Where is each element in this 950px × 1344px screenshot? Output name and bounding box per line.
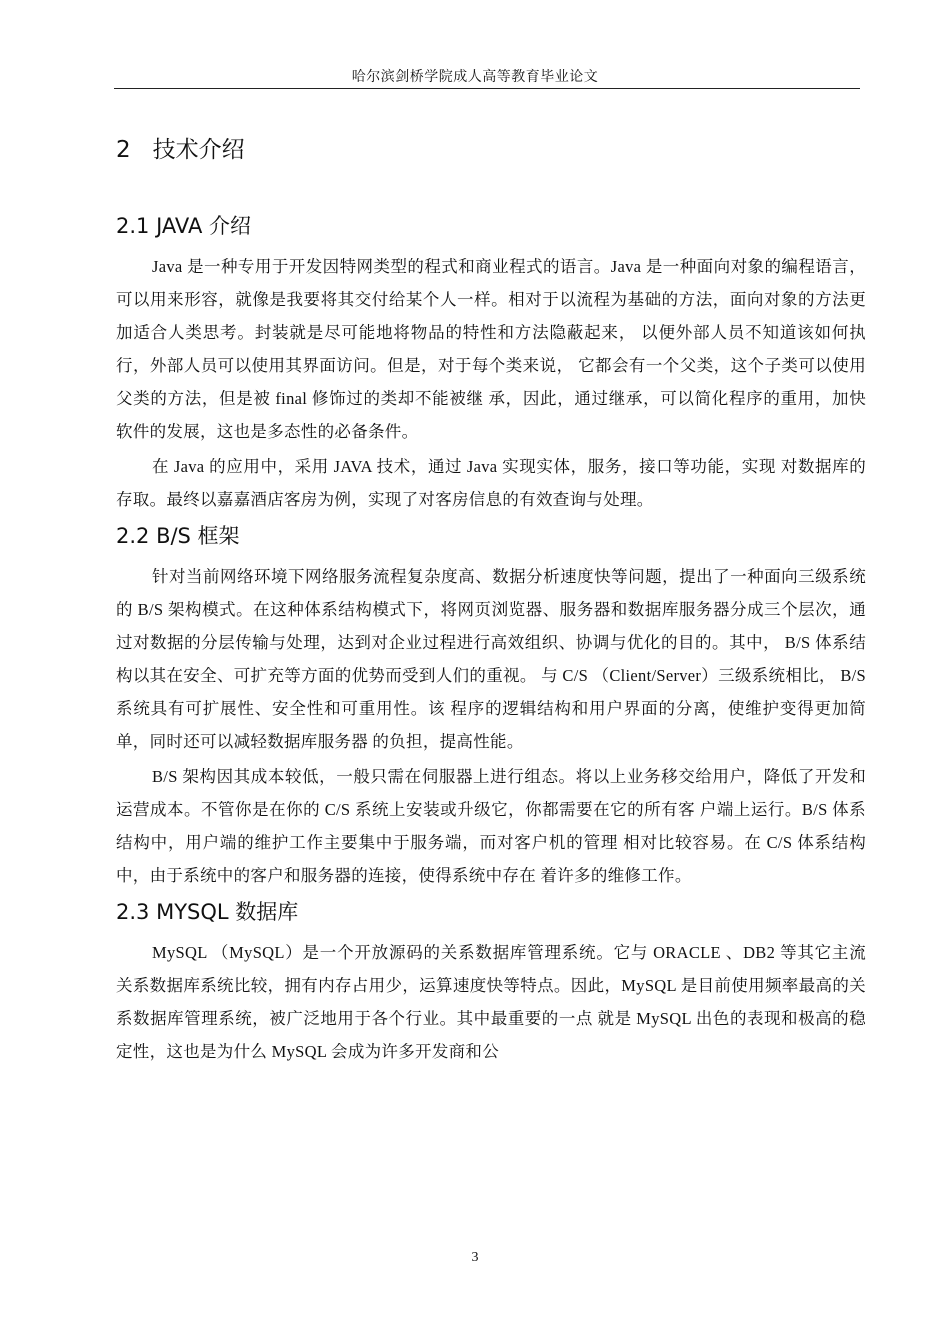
chapter-title: 技术介绍 xyxy=(152,137,245,163)
paragraph: B/S 架构因其成本较低，一般只需在伺服器上进行组态。将以上业务移交给用户，降低了开发和运营成本。不管你是在你的 C/S 系统上安装或升级它，你都需要在它的所有客 户端上运行。B/S 体系结构中，用户端的维护工作主要集中于服务端，而对客户机的管理 相对比较容易。在 C/S 体系结构中，由于系统中的客户和服务器的连接，使得系统中存在 着许多的维修工作。 xyxy=(116,767,866,885)
chapter-number: 2 xyxy=(116,137,131,163)
page-header-title: 哈尔滨剑桥学院成人高等教育毕业论文 xyxy=(351,70,599,85)
paragraph: 在 Java 的应用中，采用 JAVA 技术，通过 Java 实现实体，服务，接口等功能，实现 对数据库的存取。最终以嘉嘉酒店客房为例，实现了对客房信息的有效查询与处理。 xyxy=(116,457,866,509)
paragraph: Java 是一种专用于开发因特网类型的程式和商业程式的语言。Java 是一种面向对象的编程语言，可以用来形容，就像是我要将其交付给某个人一样。相对于以流程为基础的方法，面向对象的方法更加适合人类思考。封装就是尽可能地将物品的特性和方法隐蔽起来， 以便外部人员不知道该如何执行，外部人员可以使用其界面访问。但是，对于每个类来说， 它都会有一个父类，这个子类可以使用父类的方法，但是被 final 修饰过的类却不能被继 承，因此，通过继承，可以简化程序的重用，加快软件的发展，这也是多态性的必备条件。 xyxy=(116,257,866,441)
paragraph: MySQL （MySQL）是一个开放源码的关系数据库管理系统。它与 ORACLE 、DB2 等其它主流关系数据库系统比较，拥有内存占用少，运算速度快等特点。因此，MySQL 是目前使用频率最高的关系数据库管理系统，被广泛地用于各个行业。其中最重要的一点 就是 MySQL 出色的表现和极高的稳定性，这也是为什么 MySQL 会成为许多开发商和公 xyxy=(116,943,866,1061)
section-mysql xyxy=(116,894,866,1068)
section-heading-mysql: 2.3 MYSQL 数据库 xyxy=(116,900,299,924)
paragraph: 针对当前网络环境下网络服务流程复杂度高、数据分析速度快等问题，提出了一种面向三级系统的 B/S 架构模式。在这种体系结构模式下，将网页浏览器、服务器和数据库服务器分成三个层次，通过对数据的分层传输与处理，达到对企业过程进行高效组织、协调与优化的目的。其中， B/S 体系结构以其在安全、可扩充等方面的优势而受到人们的重视。 与 C/S （Client/Server）三级系统相比， B/S 系统具有可扩展性、安全性和可重用性。该 程序的逻辑结构和用户界面的分离，使维护变得更加简单，同时还可以减轻数据库服务器 的负担，提高性能。 xyxy=(116,567,866,751)
document-body xyxy=(116,130,866,1070)
chapter-heading xyxy=(116,130,866,170)
section-java xyxy=(116,208,866,516)
section-bs-framework xyxy=(116,518,866,892)
section-heading-java: 2.1 JAVA 介绍 xyxy=(116,214,251,238)
section-heading-bs: 2.2 B/S 框架 xyxy=(116,524,240,548)
header-divider xyxy=(114,88,860,89)
page-number: 3 xyxy=(471,1250,479,1265)
